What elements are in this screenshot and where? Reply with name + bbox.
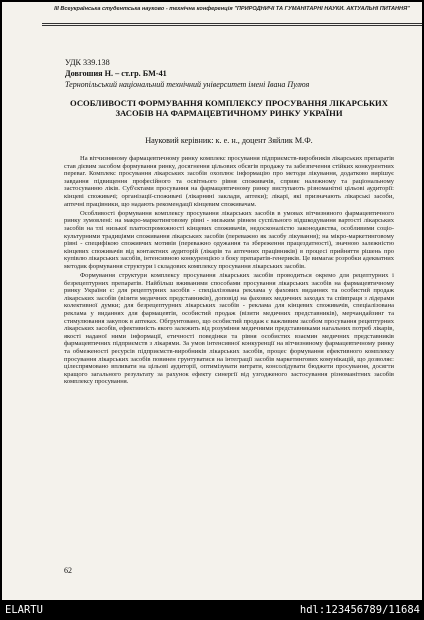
header-rule <box>42 23 422 24</box>
document-page <box>2 2 422 600</box>
paragraph: Особливості формування комплексу просування лікарських засобів в умовах вітчизняного фармацевтичного ринку зумовлені: на макро-маркетинговому рівні - низьким рівнем суспільного відшкодування вартості лікарських засобів на тлі низької платоспроможності кінцевих споживачів, недосконалістю законодавства, особливими соціо-культурними традиціями споживання лікарських засобів (переважно як засобу лікування); на мікро-маркетинговому рівні - специфікою споживчих мотивів (переважно одужання та збереження працездатності), значною залежністю кінцевих споживачів від контактних аудиторій (лікарів та аптечних працівників) в процесі прийняття рішень про купівлю лікарських засобів, інтенсивною конкуренцією з боку препаратів-генериків. Це вимагає розробки адекватних методик формування структури і складових комплексу просування лікарських засобів. <box>64 209 394 270</box>
udc-code: УДК 339.138 <box>65 58 110 67</box>
article-body <box>64 155 394 388</box>
paragraph: Формування структури комплексу просування лікарських засобів проводиться окремо для рецептурних і безрецептурних препаратів. Найбільш вживаними способами просування лікарських засобів на фармацевтичному ринку України є: для рецептурних засобів - спеціалізована реклама у фахових виданнях та особистий продаж лікарських засобів (візити медичних представників), доповіді на фахових медичних заходах та співпраця з лідерами колективної думки; для безрецептурних лікарських засобів - реклама для кінцевих споживачів, спеціалізована реклама у виданнях для фармацевтів, особистий продаж (візити медичних представників), мерчандайзинг та стимулювання закупок в аптеках. Обгрунтовано, що особистий продаж є важливим засобом просування рецептурних лікарських засобів, ефективність якого залежить від розуміння медичними представниками нагальних потреб лікарів, якості наданої ними інформації, етичності поведінки та рівня особистих взаємин медичних представників фармацевтичних підприємств з лікарями. За умов інтенсивної конкуренції на вітчизняному фармацевтичному ринку та обмеженості ресурсів підприємств-виробників лікарських засобів, процес формування ефективного комплексу просування лікарських засобів повинен грунтуватися на інтеграції засобів маркетингових комунікацій, що дозволяє: цілеспрямовано впливати на цільові аудиторії, оптимізувати витрати, консолідувати бюджети просування, досягти кращого загального результату за рахунок ефекту синергії від узгодженого застосування різноманітних засобів комплексу просування. <box>64 272 394 386</box>
supervisor-line: Науковий керівник: к. е. н., доцент Зяйлик М.Ф. <box>145 136 313 145</box>
paragraph: На вітчизняному фармацевтичному ринку комплекс просування підприємств-виробників лікарських препаратів став дієвим засобом формування ринку, досягнення цільових обсягів продажу та забезпечення стійких конкурентних переваг. Комплекс просування лікарських засобів охоплює інформацію про методи лікування, додатково вирішує завдання підвищення професійного та освітнього рівня споживачів, сприяє належному та раціональному застосуванню ліків. Суб'єктами просування на фармацевтичному ринку виступають різноманітні цільові аудиторії: кінцеві споживачі; організації-споживачі (лікарняні заклади, аптеки); лікарі, які призначають лікарські засоби, аптечні працівники, що надають рекомендації кінцевим споживачам. <box>64 155 394 208</box>
header-rule-double <box>42 25 422 26</box>
handle-id: hdl:123456789/11684 <box>299 604 420 616</box>
author-line: Довгошия Н. – ст.гр. БМ-41 <box>65 69 167 78</box>
conference-header: III Всеукраїнська студентська науково - технічна конференція "ПРИРОДНИЧІ ТА ГУМАНІТАРНІ НАУКИ. АКТУАЛЬНІ ПИТАННЯ" <box>54 6 410 12</box>
article-title: ОСОБЛИВОСТІ ФОРМУВАННЯ КОМПЛЕКСУ ПРОСУВАННЯ ЛІКАРСЬКИХ ЗАСОБІВ НА ФАРМАЦЕВТИЧНОМУ РИНКУ УКРАЇНИ <box>70 98 388 118</box>
repository-name: ELARTU <box>5 604 43 616</box>
page-number: 62 <box>64 566 72 575</box>
affiliation: Тернопільський національний технічний університет імені Івана Пулюя <box>65 80 310 89</box>
repository-footer <box>0 600 424 620</box>
